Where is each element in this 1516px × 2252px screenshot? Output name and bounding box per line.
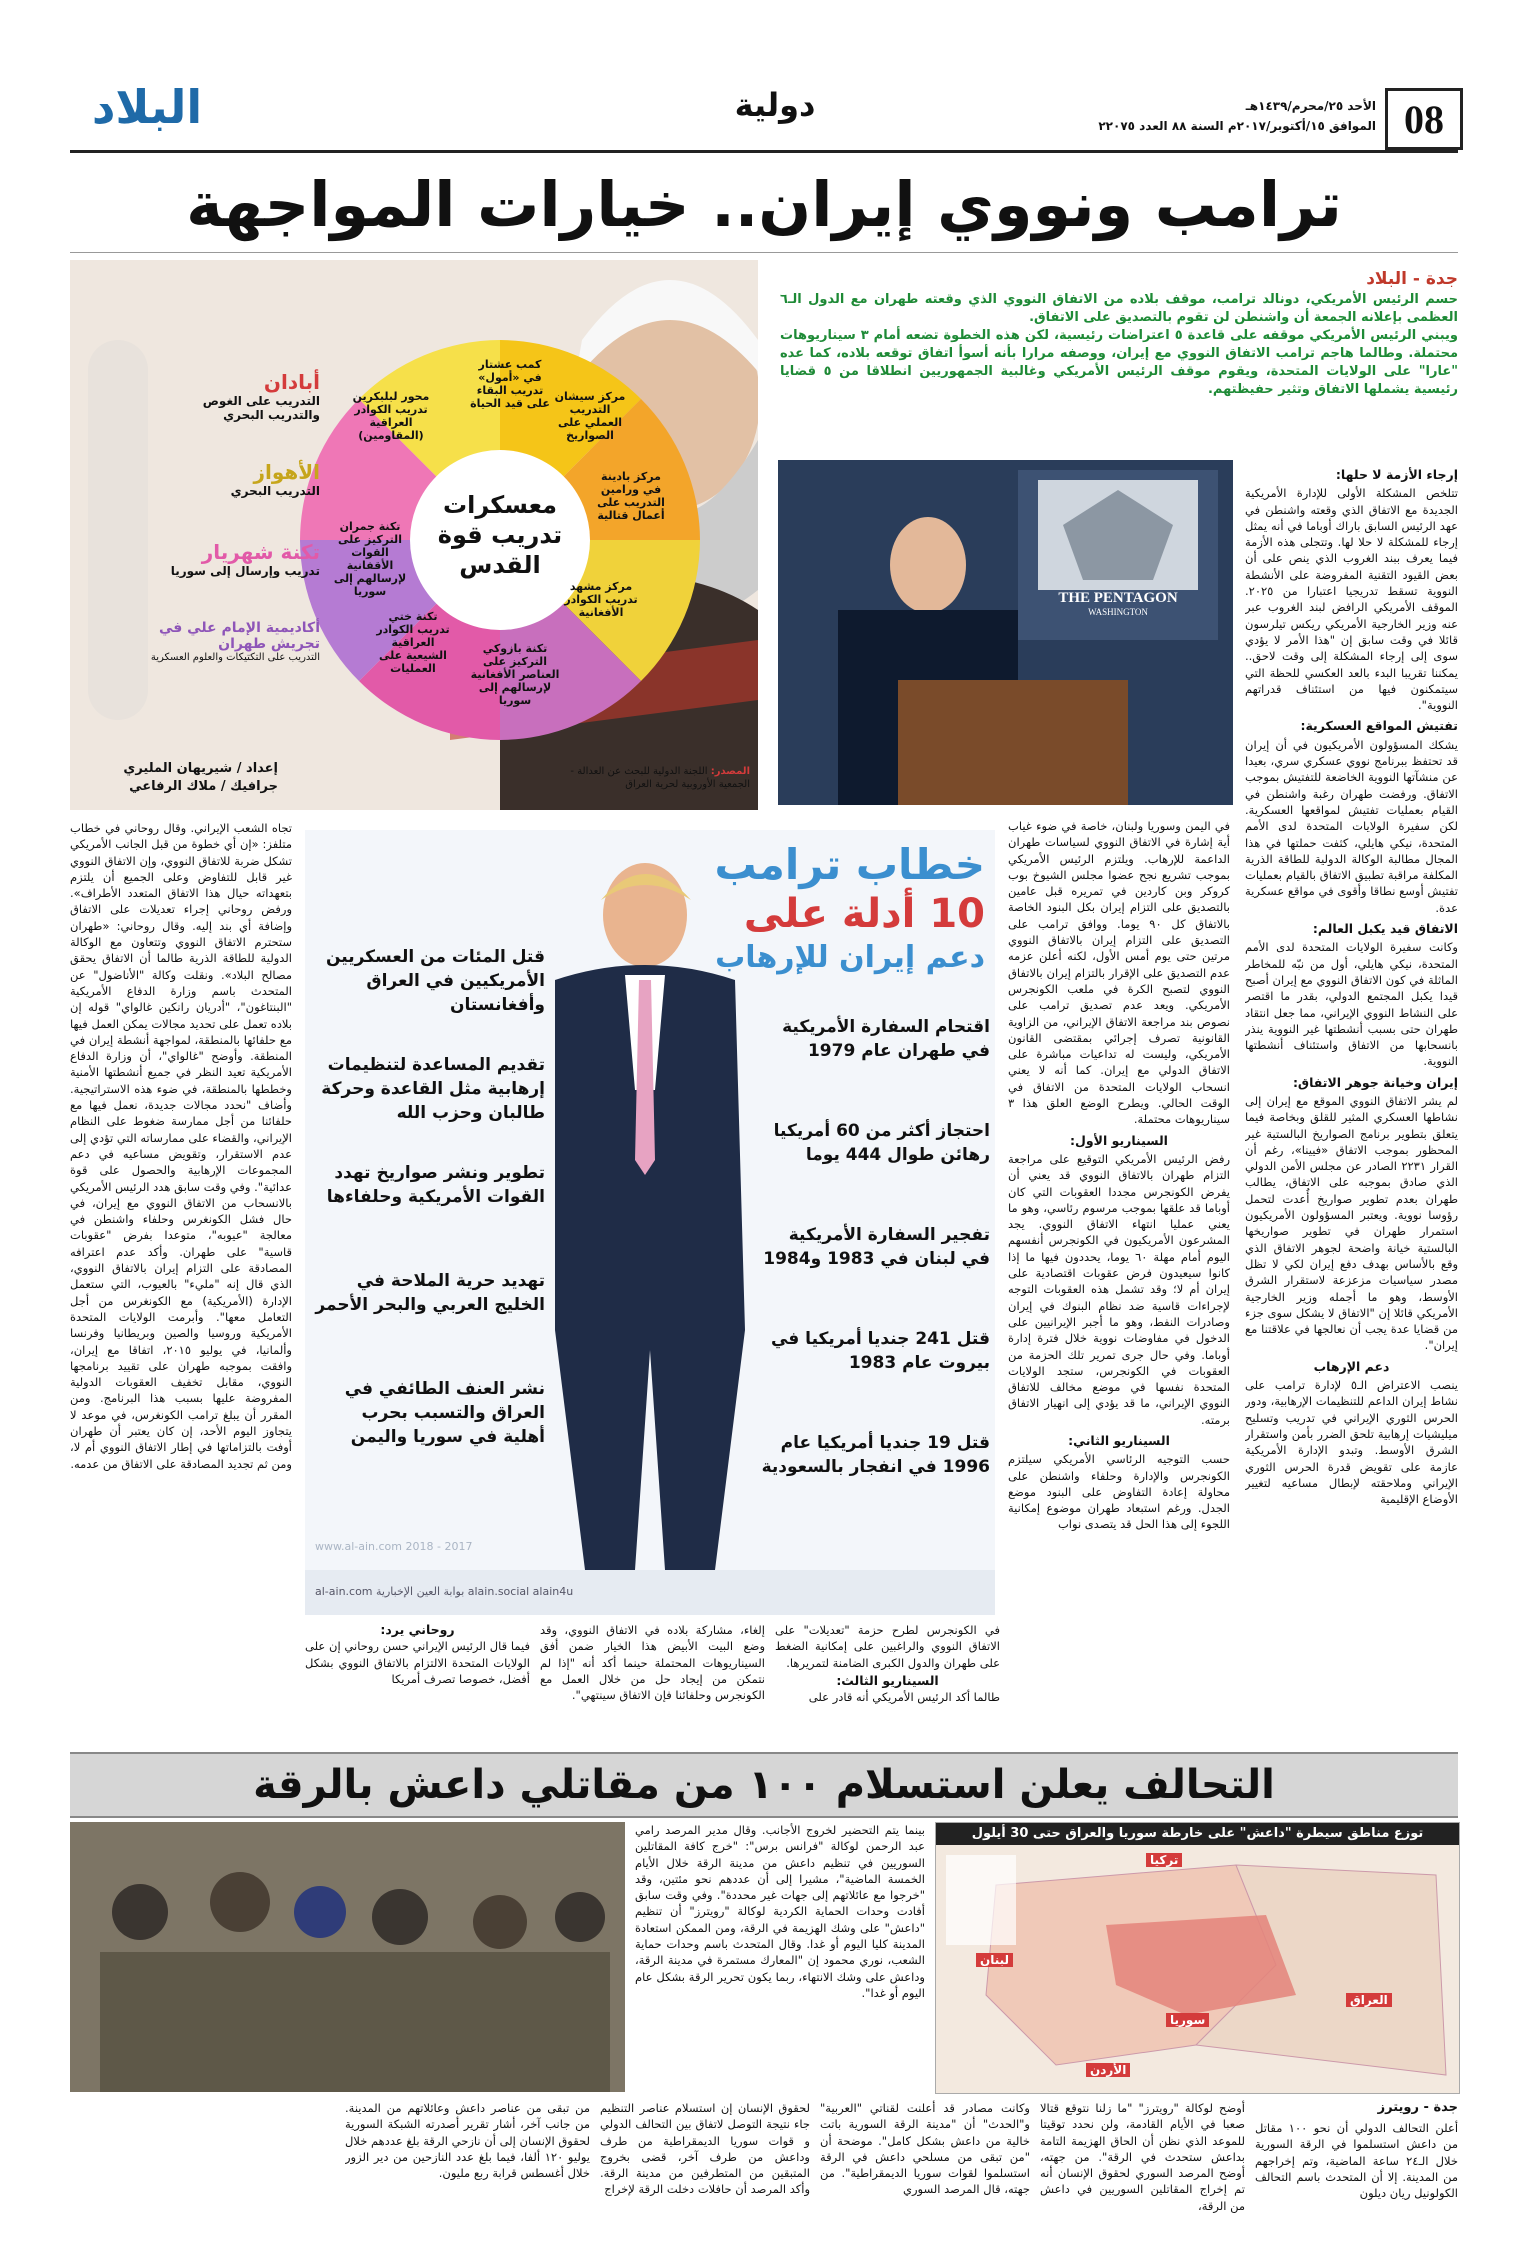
trump-evidence-list-left xyxy=(315,945,545,1485)
map-svg xyxy=(936,1845,1459,2093)
site-desc: تدريب وإرسال إلى سوريا xyxy=(170,564,320,578)
paragraph: في اليمن وسوريا ولبنان، خاصة في ضوء غياب أية إشارة في الاتفاق النووي لسياسات طهران الداعمة للإرهاب. ويلتزم الرئيس الأمريكي بموجب تشريع نجح عضوا مجلس الشيوخ بوب كروكر وبن كاردين في تمريره قبل عامين بالتصديق على التزام إيران بكل البنود الخاصة بالاتفاق كل ٩٠ يوما. ووافق ترامب على التصديق على التزام إيران بالاتفاق النووي مرتين حتى يوم أمس الأول، لكنه أعلن عزمه عدم التصديق على الإقرار بالتزام إيران بالاتفاق النووي لتصبح الكرة في ملعب الكونجرس الأمريكي. ويعد عدم تصديق ترامب على نصوص بند مراجعة الاتفاق الإيراني، من الزاوية القانونية تصرف إجرائي بمقتضى القانون الأمريكي، وليست له تداعيات مباشرة على الاتفاق الدولي مع إيران. كما أنه لا يعني انسحاب الولايات المتحدة من الاتفاق في الوقت الحالي. ويطرح الوضع العلق هذا ٣ سيناريوهات محتملة. xyxy=(1008,819,1230,1127)
site-name: أكاديمية الإمام علي في تجريش طهران xyxy=(158,620,320,652)
segment-label: تكنة بازوكي التركيز على العناصر الأفغانية لإرسالهم إلى سوريا xyxy=(470,642,560,707)
trump-title-3: دعم إيران للإرهاب xyxy=(715,940,985,975)
header-rule xyxy=(70,150,1458,153)
header-dates xyxy=(1076,96,1376,136)
site-item xyxy=(150,370,320,422)
pentagon-sign xyxy=(1043,590,1193,617)
credit-graphic: جرافيك / ملاك الرفاعي xyxy=(129,779,278,794)
infographic-credits xyxy=(78,760,278,796)
article-column-below-3 xyxy=(305,1622,530,1747)
page-number: 08 xyxy=(1404,96,1444,142)
site-item xyxy=(150,460,320,498)
bottom-byline: جدة - رويترز xyxy=(1377,2100,1458,2115)
map-title: توزع مناطق سيطرة "داعش" على خارطة سوريا والعراق حتى 30 أيلول xyxy=(936,1823,1459,1845)
segment-label: مركز بادينة في ورامين التدريب على أعمال قتالية xyxy=(597,470,665,522)
trump-evidence-list-right xyxy=(755,1015,990,1535)
evidence-item: احتجاز أكثر من 60 أمريكيا رهائن طوال 444 يوما xyxy=(773,1121,990,1165)
article-column-raqqa-top xyxy=(635,1822,925,2092)
site-desc: التدريب على التكتيكات والعلوم العسكرية xyxy=(150,652,320,663)
paragraph: بينما يتم التحضير لخروج الأجانب. وقال مدير المرصد رامي عبد الرحمن لوكالة "فرانس برس": "خرج كافة المقاتلين السوريين في تنظيم داعش من مدينة الرقة خلال الأيام الخمسة الماضية"، مشيرا إلى أن عددهم نحو مئتين، وقد "خرجوا مع عائلاتهم إلى جهات غير محددة". وفي وقت سابق أفادت وحدات الحماية الكردية لوكالة "رويترز" أن تنظيم "داعش" على وشك الهزيمة في الرقة، ومن الممكن استعادة المدينة كليا اليوم أو غدا. وقال المتحدث باسم وحدات حماية الشعب، نوري محمود إن "المعارك مستمرة في مدينة الرقة، وداعش على وشك الانتهاء، ربما يكون تحرير الرقة بشكل عام اليوم أو غدا". xyxy=(635,1823,925,2000)
segment-label: مركز مشهد تدريب الكوادر الأفغانية xyxy=(564,580,638,619)
evidence-item: تهديد حرية الملاحة في الخليج العربي والبحر الأحمر xyxy=(315,1271,545,1315)
sites-strip xyxy=(88,340,148,720)
paragraph: أوضح لوكالة "رويترز" "ما زلنا نتوقع قتالا صعبا في الأيام القادمة، ولن نحدد توقيتا للموعد الذي نظن أن الحاق الهزيمة التامة بداعش ستحدث في الرقة". من جهته، أوضح المرصد السوري لحقوق الإنسان أنه تم إخراج المقاتلين السوريين في داعش من الرقة، xyxy=(1040,2101,1245,2213)
newspaper-logo: البلاد xyxy=(91,80,203,134)
trump-title-2: 10 أدلة على xyxy=(743,891,985,937)
article-column-middle xyxy=(1008,818,1230,1624)
evidence-item: تطوير ونشر صواريخ تهدد القوات الأمريكية وحلفاءها xyxy=(326,1163,545,1207)
wheel-center-title: معسكرات تدريب قوة القدس xyxy=(437,491,563,579)
map-label: سوريا xyxy=(1166,2013,1209,2027)
lead-byline: جدة - البلاد xyxy=(1366,269,1458,289)
evidence-item: تقديم المساعدة لتنظيمات إرهابية مثل القاعدة وحركة طالبان وحزب الله xyxy=(321,1055,545,1123)
site-desc: التدريب على الغوص والتدريب البحري xyxy=(202,394,320,422)
site-item xyxy=(150,620,320,663)
date-gregorian: الموافق ١٥/أكتوبر/٢٠١٧م السنة ٨٨ العدد ٢٢٠٧٥ xyxy=(1098,119,1376,133)
trump-graphic xyxy=(305,830,995,1615)
evidence-item: قتل 19 جنديا أمريكيا عام 1996 في انفجار بالسعودية xyxy=(761,1433,990,1477)
subhead: إيران وخيانة جوهر الاتفاق: xyxy=(1292,1074,1458,1090)
site-item xyxy=(150,540,320,578)
isis-control-map xyxy=(935,1822,1460,2094)
paragraph: لم يشر الاتفاق النووي الموقع مع إيران إلى نشاطها العسكري المثير للقلق وبخاصة فيما يتعلق بتطوير برنامج الصواريخ البالستية غير المحظور بموجب الاتفاق «فيينا»، رغم أن القرار ٢٢٣١ الصادر عن مجلس الأمن الدولي الذي صادق بموجبه على الاتفاق، يطالب طهران بعدم تطوير صواريخ أُعدت لتحمل رؤوسا نووية. ويعتبر المسؤولون الأمريكيون استمرار طهران في تطوير صواريخها البالستية خيانة واضحة لجوهر الاتفاق الذي وقع بالأساس بهدف دفع إيران لكي لا تظل مصدر سياسيات مزعزعة لاستقرار الشرق الأوسط، وهو ما أجمله وزير الخارجية الأمريكي قائلا إن "الاتفاق لا يشكل سوى جزء من قضايا عدة يجب أن نعالجها في علاقتنا مع إيران". xyxy=(1245,1093,1458,1353)
sign-line-2: WASHINGTON xyxy=(1088,607,1148,617)
infographic-svg xyxy=(70,260,758,810)
subhead: روحاني يرد: xyxy=(380,1622,455,1637)
article-column-raqqa-2 xyxy=(1040,2100,1245,2250)
article-column-right xyxy=(1245,462,1458,1750)
article-column-left xyxy=(70,820,292,1748)
paragraph: تجاه الشعب الإيراني. وقال روحاني في خطاب متلفز: «إن أي خطوة من قبل الجانب الأمريكي تشكل ضربة للاتفاق النووي، وإن الاتفاق النووي غير قابل للتفاوض وعلى الجميع أن يلتزم بتعهداته حيال هذا الاتفاق المتعدد الأطراف». ورفض روحاني إجراء تعديلات على الاتفاق وإضافة أي بند إليه. وقال روحاني: «طهران ستحترم الاتفاق النووي وتتعاون مع الوكالة الدولية للطاقة الذرية طالما أن الاتفاق يحقق مصالح البلاد». ونقلت وكالة "الأناضول" عن المتحدث باسم وزارة الدفاع الأمريكية "البنتاغون"، "أدريان رانكين غالواي" قوله إن بلاده تعمل على تحديد مجالات يمكن العمل فيها مع حلفائها بالمنطقة، لمواجهة أنشطة إيران في المنطقة. وأوضح "غالواي"، أن وزارة الدفاع الأمريكية تعيد النظر في جميع أنشطتها الأمنية وخططها بالمنطقة، في ضوء هذه الاستراتيجية. وأضاف "نحدد مجالات جديدة، نعمل فيها مع حلفائنا من أجل ممارسة ضغوط على النظام الإيراني، والقضاء على ممارساته التي تؤدي إلى عدم الاستقرار، وتقويض مساعيه في دعم المجموعات الإرهابية والحصول على قوة عدائية". وفي وقت سابق هدد الرئيس الأمريكي بالانسحاب من الاتفاق النووي مع إيران، في حال فشل الكونغرس وحلفاء واشنطن في معالجة "عيوبه"، متوعدا بفرض "عقوبات قاسية" على طهران. وأكد عدم اعترافه المصادقة على التزام إيران بالاتفاق النووي، الذي قال إنه "مليء" بالعيوب، التي ستعمل الإدارة (الأمريكية) مع الكونغرس من أجل التعامل معها". وأبرمت الولايات المتحدة الأمريكية وروسيا والصين وبريطانيا وفرنسا وألمانيا، في يوليو ٢٠١٥، اتفاقا مع إيران، وافقت بموجبه طهران على تقييد برنامجها النووي، مقابل تخفيف العقوبات الدولية المفروضة عليها بسبب هذا البرنامج. ومن المقرر أن يبلغ ترامب الكونغرس، في موعد لا يتجاوز اليوم الأحد، إن كان يعتبر أن طهران أوفت بالتزاماتها في إطار الاتفاق النووي أم لا، ومن ثم تجديد المصادقة على الاتفاق من عدمه. xyxy=(70,821,292,1471)
secondary-headline-bar xyxy=(70,1752,1458,1818)
watermark: www.al-ain.com 2018 - 2017 xyxy=(315,1540,473,1553)
evidence-item: اقتحام السفارة الأمريكية في طهران عام 1979 xyxy=(782,1017,990,1061)
article-column-raqqa-3 xyxy=(820,2100,1030,2250)
segment-label: تكنة جمران التركيز على القوات الأقفانية لإرسالهم إلى سوريا xyxy=(333,520,407,598)
secondary-headline: التحالف يعلن استسلام ١٠٠ من مقاتلي داعش بالرقة xyxy=(253,1762,1275,1808)
segment-label: كمب عشتار في «أمول» تدريب البقاء على قيد الحياة xyxy=(470,358,550,410)
infographic-quds-force xyxy=(70,260,758,810)
trump-graphic-footer: al-ain.com بوابة العين الإخبارية alain.social alain4u xyxy=(315,1585,574,1598)
article-column-below-2 xyxy=(540,1622,765,1747)
map-legend xyxy=(946,1855,1016,1945)
paragraph: طالما أكد الرئيس الأمريكي أنه قادر على xyxy=(808,1690,1000,1705)
evidence-item: نشر العنف الطائفي في العراق والتسبب بحرب أهلية في سوريا واليمن xyxy=(344,1379,545,1447)
subhead: دعم الإرهاب xyxy=(1313,1358,1390,1374)
photo-pentagon-briefing xyxy=(778,460,1233,805)
subhead: السيناريو الثالث: xyxy=(836,1672,939,1688)
paragraph: رفض الرئيس الأمريكي التوقيع على مراجعة التزام طهران بالاتفاق النووي قد يعني أن يفرض الكونجرس مجددا العقوبات التي كان أوباما قد علقها بموجب مرسوم رئاسي، وهو ما يعني عمليا انتهاء الاتفاق النووي. يجد المشرعون الأمريكيون في الكونجرس أنفسهم اليوم أمام مهلة ٦٠ يوما، يحددون فيها ما إذا كانوا سيعيدون فرض عقوبات اقتصادية على إيران أم لا؛ وقد تشمل هذه العقوبات التوجه لإجراءات قاسية ضد نظام البنوك في إيران وصادرات النفط، وهو ما أجبر الإيرانيين على الدخول في مفاوضات نووية خلال فترة إدارة أوباما. وفي حال جرى تمرير تلك الحزمة من العقوبات في الكونجرس، ستجد الولايات المتحدة نفسها في موضع مخالف للاتفاق النووي الإيراني، ما قد يؤدي إلى انهيار الاتفاق برمته. xyxy=(1008,1151,1230,1427)
page-number-box xyxy=(1385,88,1463,150)
article-column-raqqa-5 xyxy=(345,2100,590,2250)
podium xyxy=(898,680,1128,805)
trump-title-1: خطاب ترامب xyxy=(714,840,985,889)
map-label: تركيا xyxy=(1146,1853,1182,1867)
paragraph: يشكك المسؤولون الأمريكيون في أن إيران قد تحتفظ ببرنامج نووي عسكري سري، بعيدا عن منشآتها النووية الخاضعة للتفتيش بموجب الاتفاق. ورفضت طهران رغبة واشنطن في القيام بعمليات تفتيش لمواقعها العسكرية. لكن سفيرة الولايات المتحدة لدى الأمم المتحدة، نيكي هايلي، كثفت حملتها في هذا المجال مطالبة الوكالة الدولية للطاقة الذرية المكلفة مراقبة تطبيق الاتفاق بالقيام بعمليات تفتيش أوسع نطاقا وأقوى في مواقع عسكرية عدة. xyxy=(1245,737,1458,915)
site-desc: التدريب البحري xyxy=(230,484,320,498)
pentagon-photo-svg xyxy=(778,460,1233,805)
map-label: العراق xyxy=(1346,1993,1392,2007)
paragraph: وكانت مصادر قد أعلنت لقناتي "العربية" و"الحدث" أن "مدينة الرقة السورية باتت خالية من داعش بشكل كامل". موضحة أن "من تبقى من مسلحي داعش في الرقة استسلموا لقوات سوريا الديمقراطية". من جهته، قال المرصد السوري xyxy=(820,2101,1030,2197)
site-name: أبادان xyxy=(263,370,320,394)
evidence-item: قتل 241 جنديا أمريكيا في بيروت عام 1983 xyxy=(770,1329,990,1373)
paragraph: ينصب الاعتراض الـ٥ لإدارة ترامب على نشاط إيران الداعم للتنظيمات الإرهابية، ودور الحرس الثوري الإيراني في تدريب وتسليح ميليشيات إرهابية تلحق الضرر بأمن واستقرار الشرق الأوسط. وتبدو الإدارة الأمريكية عازمة على تقويض قدرة الحرس الثوري الإيراني وملاحقته لإبطال مساعيه لتغيير الأوضاع الإقليمية xyxy=(1245,1378,1458,1507)
lead-paragraph: حسم الرئيس الأمريكي، دونالد ترامب، موقف بلاده من الاتفاق النووي الذي وقعته طهران مع الدول الـ٦ العظمى بإعلانه الجمعة أن واشنطن لن تقوم بالتصديق على الاتفاق. xyxy=(780,292,1458,325)
article-column-raqqa-1 xyxy=(1255,2120,1458,2250)
segment-label: مركز سيشان التدريب العملي على الصواريخ xyxy=(554,390,626,442)
paragraph: وكانت سفيرة الولايات المتحدة لدى الأمم المتحدة، نيكي هايلي، أول من نبّه للمخاطر الماثلة في كون الاتفاق النووي مع إيران أصبح قيدا يكبل المجتمع الدولي، بقدر ما اقتصر على النشاط النووي الإيراني، مما جعل انتقاد طهران حتى بسبب أنشطتها غير النووية ينذر بانسحابها من الاتفاق واستئناف أنشطتها النووية. xyxy=(1245,940,1458,1069)
source-text: اللجنة الدولية للبحث عن العدالة - الجمعية الأوروبية لحرية العراق xyxy=(570,766,750,790)
subhead: السيناريو الأول: xyxy=(1070,1132,1168,1148)
lead-paragraph: ويبني الرئيس الأمريكي موقفه على قاعدة ٥ اعتراضات رئيسية، لكن هذه الخطوة تضعه أمام ٣ سيناريوهات محتملة. وطالما هاجم ترامب الاتفاق النووي مع إيران، ووصفه مرارا بأنه أسوأ اتفاق توقعه بلاده، كما عده "عارا" على الولايات المتحدة، ويقوم موقف الرئيس الأمريكي وغالبية الجمهوريين انطلاقا من ٥ قضايا رئيسية يشملها الاتفاق وتثير حفيظتهم. xyxy=(780,328,1458,397)
paragraph: تتلخص المشكلة الأولى للإدارة الأمريكية الجديدة مع الاتفاق الذي وقعته واشنطن في عهد الرئيس السابق باراك أوباما في أنه يمثل إرجاء للمشكلة لا حلا لها. وتتجلى هذه الأزمة فيما يعرف ببند الغروب الذي ينص على أن بعض القيود التقنية المفروضة على الأنشطة النووية تسقط تدريجيا اعتبارا من ٢٠٢٥. الموقف الأمريكي الرافض لبند الغروب عبر عنه وزير الخارجية الأمريكي ريكس تيلرسون قائلا في وقت سابق إن "هذا الأمر لا يؤدي سوى إلى إرجاء المشكلة إلى وقت لاحق.. يمكننا تقريبا البدء بالعد العكسي للحظة التي سيتمكنون فيها من استئناف قدراتهم النووية". xyxy=(1245,486,1458,713)
paragraph: إلغاء، مشاركة بلاده في الاتفاق النووي، وقد وضع البيت الأبيض هذا الخيار ضمن أفق السيناريوهات المحتملة حينما أكد أنه "إذا لم نتمكن من إيجاد حل من خلال العمل مع الكونجرس وحلفائنا فإن الاتفاق سينتهي". xyxy=(540,1623,765,1703)
subhead: الاتفاق قيد يكبل العالم: xyxy=(1312,921,1458,937)
paragraph: لحقوق الإنسان إن استسلام عناصر التنظيم جاء نتيجة التوصل لاتفاق بين التحالف الدولي و قوات سوريا الديمقراطية من طرف وداعش من طرف آخر، قضى بخروج المتبقين من المتطرفين من مدينة الرقة. وأكد المرصد أن حافلات دخلت الرقة لإخراج xyxy=(600,2101,810,2197)
paragraph: أعلن التحالف الدولي أن نحو ١٠٠ مقاتل من داعش استسلموا في الرقة السورية خلال الـ٢٤ ساعة الماضية، وتم إخراجهم من المدينة. إلا أن المتحدث باسم التحالف الكولونيل ريان ديلون xyxy=(1255,2121,1458,2201)
credit-prep: إعداد / شيريهان المليري xyxy=(123,761,278,776)
article-column-raqqa-4 xyxy=(600,2100,810,2250)
date-hijri: الأحد ٢٥/محرم/١٤٣٩هـ xyxy=(1245,99,1376,113)
subhead: إرجاء الأزمة لا حلها: xyxy=(1335,467,1458,482)
subhead: تفتيش المواقع العسكرية: xyxy=(1300,718,1458,734)
fighters-photo-svg xyxy=(70,1822,625,2092)
person-head xyxy=(890,517,966,613)
paragraph: من تبقى من عناصر داعش وعائلاتهم من المدينة. من جانب آخر، أشار تقرير أصدرته الشبكة السورية لحقوق الإنسان إلى أن نازحي الرقة بلغ عددهم خلال يوليو ١٢٠ ألفا، فيما بلغ عدد النازحين من دير الزور خلال أغسطس قرابة ربع مليون. xyxy=(345,2101,590,2181)
site-name: تكنة شهريار xyxy=(201,540,320,564)
article-column-below-1 xyxy=(775,1622,1000,1747)
paragraph: فيما قال الرئيس الإيراني حسن روحاني إن على الولايات المتحدة الالتزام بالاتفاق النووي بشكل أفضل، خصوصا تصرف أمريكا xyxy=(305,1639,530,1686)
headline-rule xyxy=(70,252,1458,253)
segment-label: محور لبلبكرين تدريب الكوادر العراقية (المقاومين) xyxy=(352,390,430,442)
map-label: الأردن xyxy=(1086,2063,1130,2077)
segment-label: تكنة ختي تدريب الكوادر العراقية الشيعية على العمليات xyxy=(376,610,450,675)
lead-block xyxy=(780,270,1458,399)
paragraph: حسب التوجيه الرئاسي الأمريكي سيلتزم الكونجرس والإدارة وحلفاء واشنطن على محاولة إعادة التفاوض على البنود موضع الجدل. ورغم استبعاد طهران موضوع إمكانية اللجوء إلى هذا الحل قد يتصدى نواب xyxy=(1008,1452,1230,1532)
subhead: السيناريو الثاني: xyxy=(1068,1432,1170,1448)
sign-line-1: THE PENTAGON xyxy=(1058,590,1178,606)
infographic-source xyxy=(540,765,750,791)
paragraph: في الكونجرس لطرح حزمة "تعديلات" على الاتفاق النووي والراغبين على إمكانية الضغط على طهران والدول الكبرى الضامنة لتمريرها. xyxy=(775,1623,1000,1670)
evidence-item: تفجير السفارة الأمريكية في لبنان في 1983 و1984 xyxy=(763,1225,990,1269)
evidence-item: قتل المئات من العسكريين الأمريكيين في العراق وأفغانستان xyxy=(325,947,545,1015)
section-title: دولية xyxy=(734,86,816,124)
source-label: المصدر: xyxy=(710,766,750,777)
main-headline: ترامب ونووي إيران.. خيارات المواجهة xyxy=(186,168,1342,241)
map-label: لبنان xyxy=(976,1953,1013,1967)
photo-isis-fighters xyxy=(70,1822,625,2092)
site-name: الأهواز xyxy=(253,460,320,484)
trump-graphic-title xyxy=(665,840,985,978)
